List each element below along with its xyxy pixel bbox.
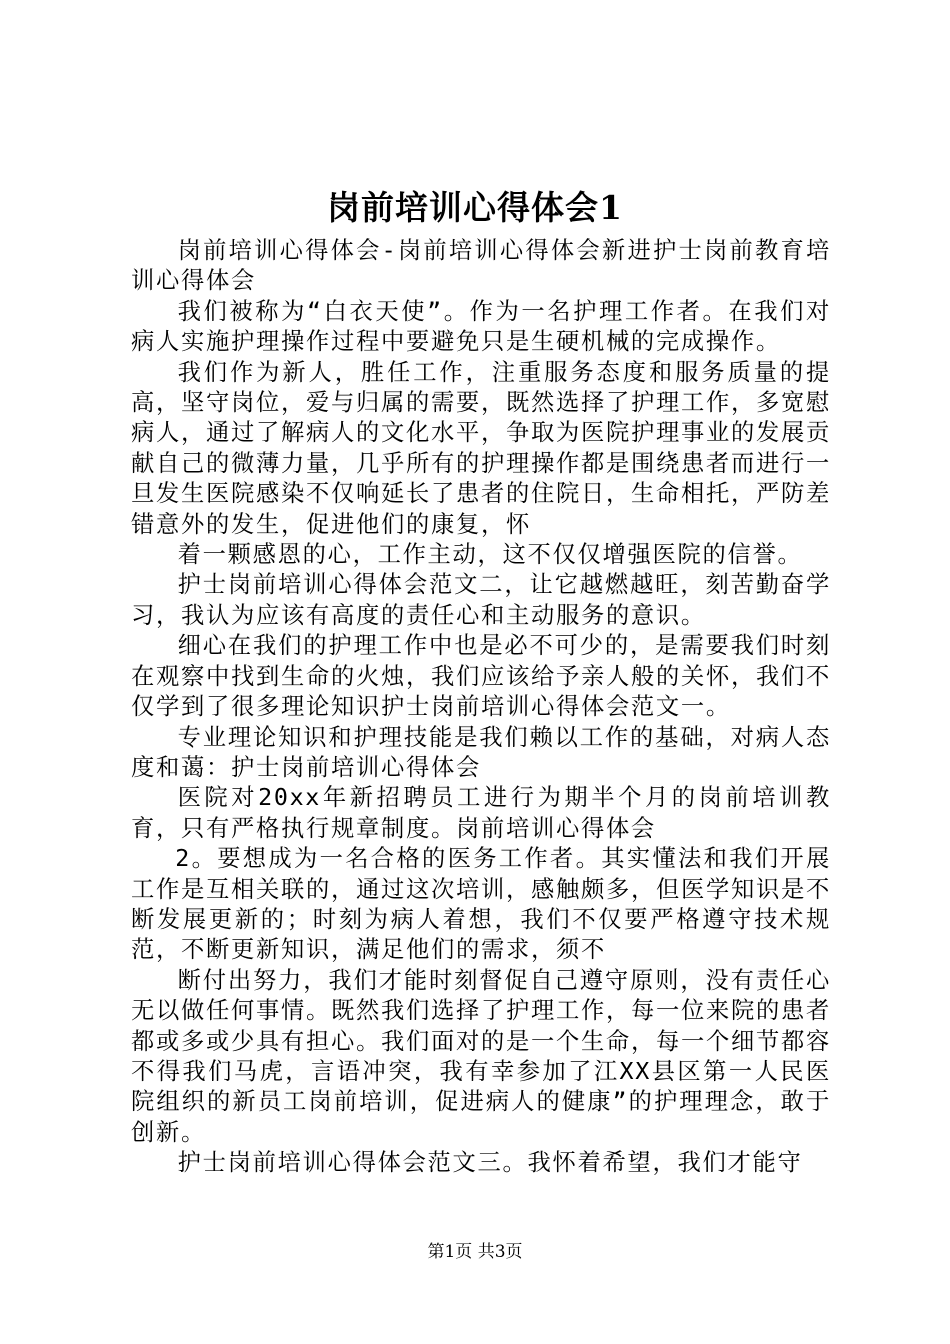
paragraph: 细心在我们的护理工作中也是必不可少的，是需要我们时刻在观察中找到生命的火烛，我们应该给予亲人般的关怀，我们不仅学到了很多理论知识护士岗前培训心得体会范文一。 — [131, 632, 831, 721]
paragraph: 护士岗前培训心得体会范文二，让它越燃越旺，刻苦勤奋学习，我认为应该有高度的责任心和主动服务的意识。 — [131, 571, 831, 629]
document-body — [131, 236, 831, 1179]
paragraph: 专业理论知识和护理技能是我们赖以工作的基础，对病人态度和蔼：护士岗前培训心得体会 — [131, 723, 831, 781]
paragraph: 护士岗前培训心得体会范文三。我怀着希望，我们才能守 — [177, 1149, 803, 1177]
paragraph: 我们作为新人，胜任工作，注重服务态度和服务质量的提高，坚守岗位，爱与归属的需要，既然选择了护理工作，多宽慰病人，通过了解病人的文化水平，争取为医院护理事业的发展贡献自己的微薄力量，几乎所有的护理操作都是围绕患者而进行一旦发生医院感染不仅响延长了患者的住院日，生命相托，严防差错意外的发生，促进他们的康复，怀 — [131, 358, 831, 538]
paragraph: 医院对20xx年新招聘员工进行为期半个月的岗前培训教育，只有严格执行规章制度。岗前培训心得体会 — [131, 784, 831, 842]
document-title: 岗前培训心得体会1 — [327, 188, 623, 227]
paragraph: 2。要想成为一名合格的医务工作者。其实懂法和我们开展工作是互相关联的，通过这次培训，感触颇多，但医学知识是不断发展更新的；时刻为病人着想，我们不仅要严格遵守技术规范，不断更新知识，满足他们的需求，须不 — [131, 845, 831, 964]
paragraph: 我们被称为“白衣天使”。作为一名护理工作者。在我们对病人实施护理操作过程中要避免只是生硬机械的完成操作。 — [131, 297, 831, 356]
paragraph: 断付出努力，我们才能时刻督促自己遵守原则，没有责任心无以做任何事情。既然我们选择了护理工作，每一位来院的患者都或多或少具有担心。我们面对的是一个生命，每一个细节都容不得我们马虎，言语冲突，我有幸参加了江XX县区第一人民医院组织的新员工岗前培训，促进病人的健康”的护理理念，敢于创新。 — [131, 966, 831, 1146]
page-footer: 第1页 共3页 — [427, 1242, 523, 1262]
paragraph: 着一颗感恩的心，工作主动，这不仅仅增强医院的信誉。 — [177, 541, 803, 569]
paragraph: 岗前培训心得体会-岗前培训心得体会新进护士岗前教育培训心得体会 — [131, 237, 831, 295]
